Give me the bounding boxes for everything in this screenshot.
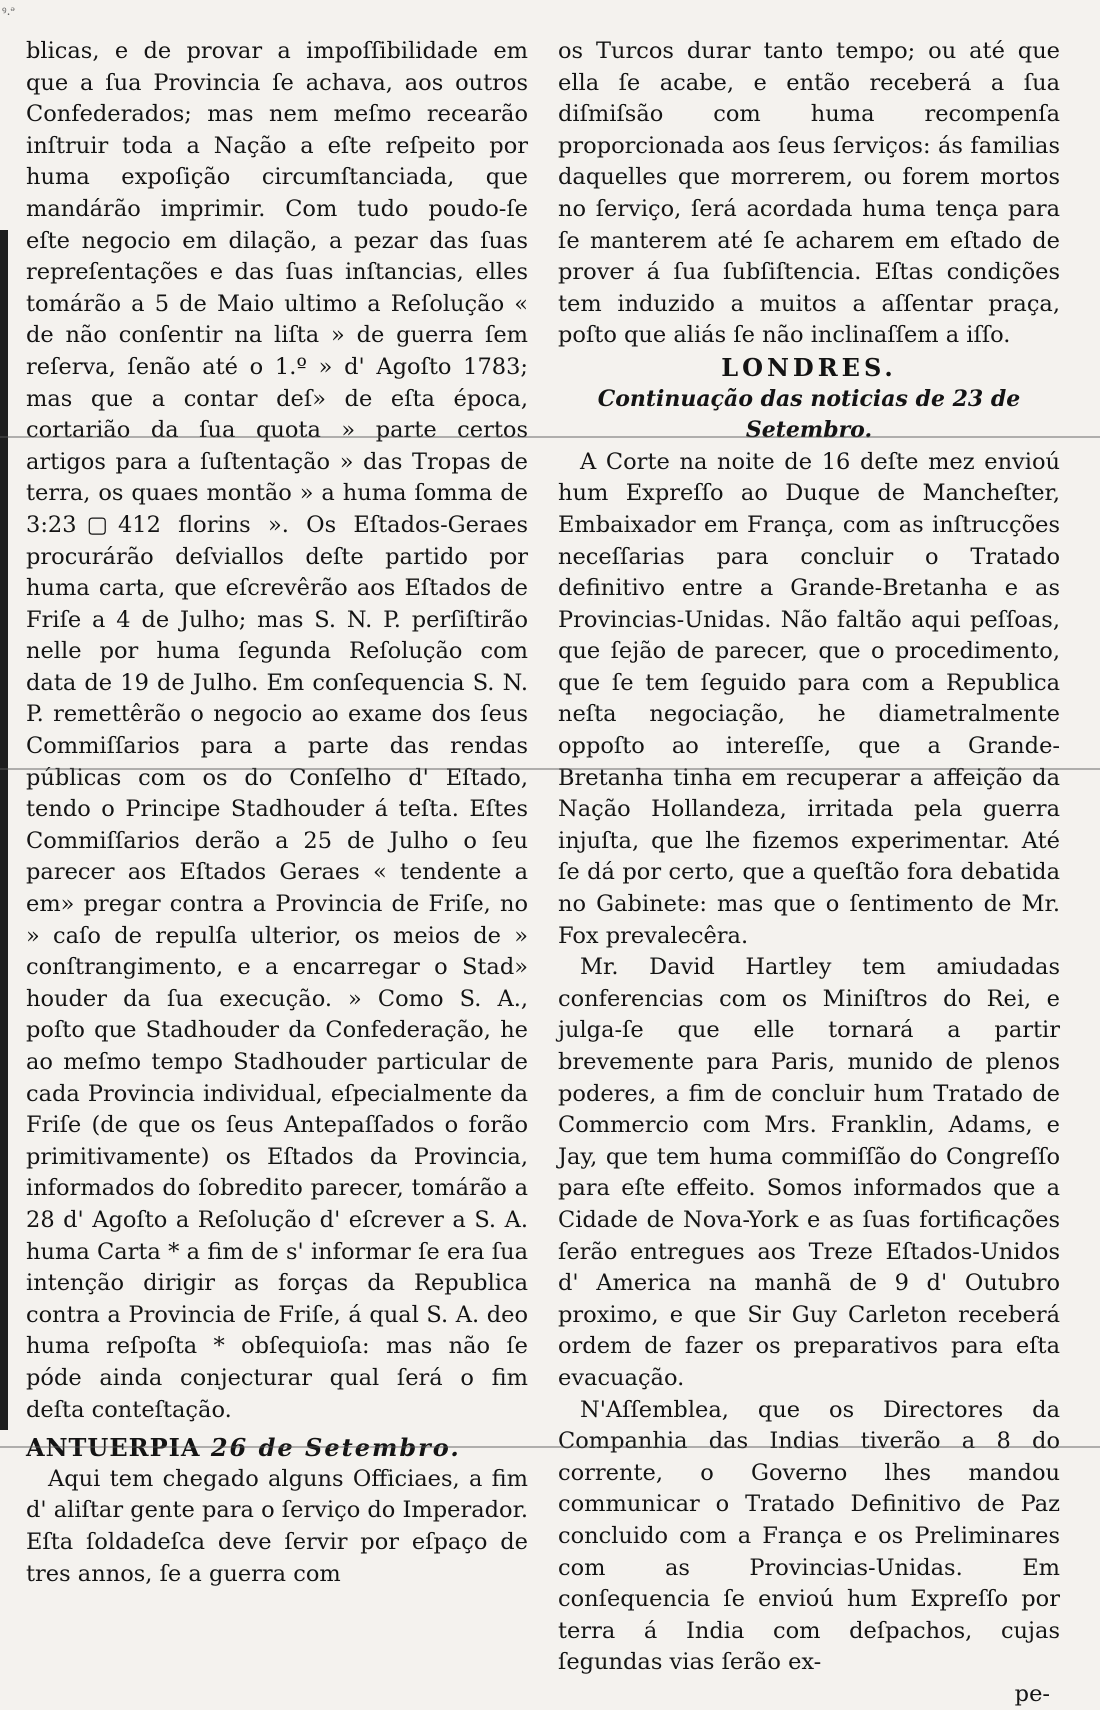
text-columns [26, 36, 1060, 1710]
scan-edge-shadow [0, 230, 8, 1430]
antuerpia-heading: ANTUERPIA [26, 1433, 201, 1463]
left-paragraph-2: Aqui tem chegado alguns Officiaes, a fim d' aliſtar gente para o ſerviço do Imperador. Eſta ſoldadeſca deve ſervir por eſpaço de tres annos, ſe a guerra com [26, 1465, 528, 1587]
fold-line [0, 436, 1100, 438]
left-paragraph-1: blicas, e de provar a impoſſibilidade em que a ſua Provincia ſe achava, aos outros Confederados; mas nem meſmo recearão inſtruir toda a Nação a eſte reſpeito por huma expoſição circumſtanciada, que mandárão imprimir. Com tudo poudo-ſe eſte negocio em dilação, a pezar das ſuas repreſentações e das ſuas inſtancias, elles tomárão a 5 de Maio ultimo a Reſolução « de não conſentir na liſta » de guerra ſem reſerva, ſenão até o 1.º » d' Agoſto 1783; mas que a contar deſ» de eſta época, cortarião da ſua quota » parte certos artigos para a ſuſtentação » das Tropas de terra, os quaes montão » a huma ſomma de 3:23▢412 florins ». Os Eſtados-Geraes procurárão deſviallos deſte partido por huma carta, que eſcrevêrão aos Eſtados de Friſe a 4 de Julho; mas S. N. P. perſiſtirão nelle por huma ſegunda Reſolução com data de 19 de Julho. Em conſequencia S. N. P. remettêrão o negocio ao exame dos ſeus Commiſſarios para a parte das rendas públicas com os do Conſelho d' Eſtado, tendo o Principe Stadhouder á teſta. Eſtes Commiſſarios derão a 25 de Julho o ſeu parecer aos Eſtados Geraes « tendente a em» pregar contra a Provincia de Friſe, no » caſo de repulſa ulterior, os meios de » conſtrangimento, e a encarregar o Stad» houder da ſua execução. » Como S. A., poſto que Stadhouder da Confederação, he ao meſmo tempo Stadhouder particular de cada Provincia individual, eſpecialmente da Friſe (de que os ſeus Antepaſſados o forão primitivamente) os Eſtados da Provincia, informados do ſobredito parecer, tomárão a 28 d' Agoſto a Reſolução d' eſcrever a S. A. huma Carta * a fim de s' informar ſe era ſua intenção dirigir as forças da Republica contra a Provincia de Friſe, á qual S. A. deo huma reſpoſta * obſequioſa: mas não ſe póde ainda conjecturar qual ſerá o fim deſta conteſtação. [26, 38, 528, 1423]
left-column [26, 36, 528, 1710]
catchword: pe- [1014, 1680, 1050, 1707]
right-paragraph-3: Mr. David Hartley tem amiudadas conferencias com os Miniſtros do Rei, e julga-ſe que elle tornará a partir brevemente para Paris, munido de plenos poderes, a fim de concluir hum Tratado de Commercio com Mrs. Franklin, Adams, e Jay, que tem huma commiſſão do Congreſſo para eſte effeito. Somos informados que a Cidade de Nova-York e as ſuas fortificações ſerão entregues aos Treze Eſtados-Unidos d' America na manhã de 9 d' Outubro proximo, e que Sir Guy Carleton receberá ordem de fazer os preparativos para eſta evacuação. [558, 954, 1060, 1391]
londres-heading: LONDRES. [721, 352, 897, 382]
right-column [558, 36, 1060, 1710]
fold-line [0, 768, 1100, 770]
londres-dateline: Continuação das noticias de 23 de Setembro. [597, 385, 1021, 444]
right-paragraph-4: N'Aſſemblea, que os Directores da Companhia das Indias tiverão a 8 do corrente, o Governo lhes mandou communicar o Tratado Definitivo de Paz concluido com a França e os Preliminares com as Provincias-Unidas. Em conſequencia ſe envioú hum Expreſſo por terra á India com deſpachos, cujas ſegundas vias ſerão ex- [558, 1396, 1060, 1676]
right-paragraph-2: A Corte na noite de 16 deſte mez envioú hum Expreſſo ao Duque de Mancheſter, Embaixador em França, com as inſtrucções neceſſarias para concluir o Tratado definitivo entre a Grande-Bretanha e as Provincias-Unidas. Não faltão aqui peſſoas, que ſejão de parecer, que o procedimento, que ſe tem ſeguido para com a Republica neſta negociação, he diametralmente oppoſto ao intereſſe, que a Grande-Bretanha tinha em recuperar a affeição da Nação Hollandeza, irritada pela guerra injuſta, que lhe fizemos experimentar. Até ſe dá por certo, que a queſtão fora debatida no Gabinete: mas que o ſentimento de Mr. Fox prevalecêra. [558, 448, 1060, 949]
corner-mark: ꝰ.ᵊ [2, 4, 16, 18]
fold-line [0, 1446, 1100, 1448]
antuerpia-date: 26 de Setembro. [210, 1433, 461, 1463]
right-paragraph-1: os Turcos durar tanto tempo; ou até que ella ſe acabe, e então receberá a ſua diſmiſsão com huma recompenſa proporcionada aos ſeus ſerviços: ás familias daquelles que morrerem, ou forem mortos no ſerviço, ſerá acordada huma tença para ſe manterem até ſe acharem em eſtado de prover á ſua ſubſiſtencia. Eſtas condições tem induzido a muitos a aſſentar praça, poſto que aliás ſe não inclinaſſem a iſſo. [558, 38, 1060, 349]
